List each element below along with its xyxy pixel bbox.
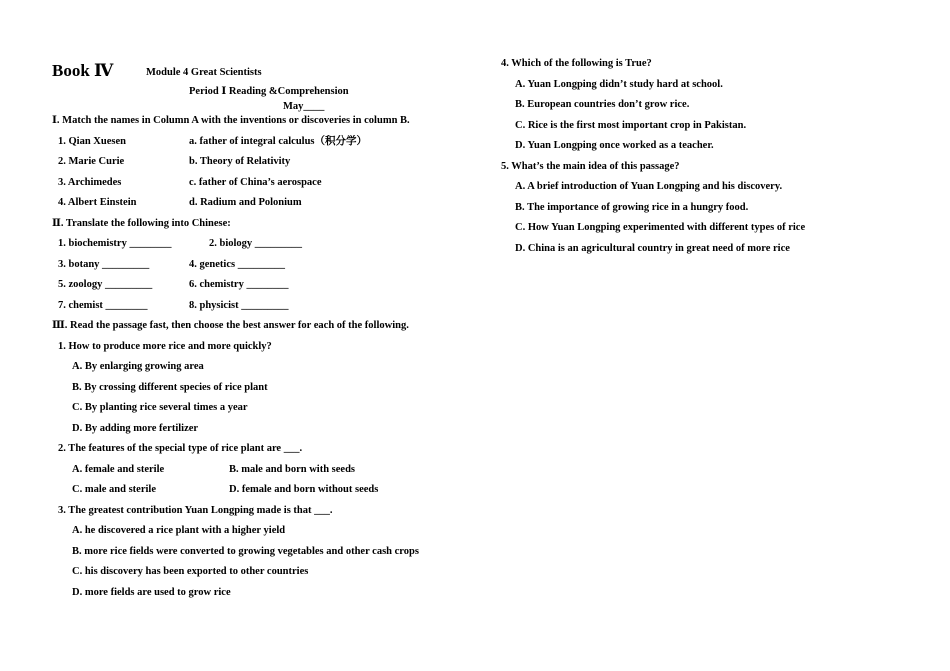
question-5: 5. What’s the main idea of this passage? — [501, 161, 680, 172]
question-4: 4. Which of the following is True? — [501, 58, 652, 69]
period-title: Period Ⅰ Reading &Comprehension — [189, 86, 349, 97]
match-name: 2. Marie Curie — [58, 156, 125, 167]
book-title: Book Ⅳ — [52, 61, 114, 80]
match-discovery: b. Theory of Relativity — [189, 156, 291, 167]
option: A. he discovered a rice plant with a higher yield — [72, 525, 286, 536]
option: A. A brief introduction of Yuan Longping and his discovery. — [515, 181, 783, 192]
section3-title: Ⅲ. Read the passage fast, then choose the best answer for each of the following. — [52, 320, 409, 331]
match-name: 4. Albert Einstein — [58, 197, 137, 208]
translate-item: 3. botany _________ — [58, 259, 150, 270]
translate-item: 4. genetics _________ — [189, 259, 285, 270]
match-discovery: d. Radium and Polonium — [189, 197, 302, 208]
option: C. Rice is the first most important crop in Pakistan. — [515, 120, 747, 131]
option: D. female and born without seeds — [229, 484, 379, 495]
option: A. female and sterile — [72, 464, 165, 475]
option: C. male and sterile — [72, 484, 156, 495]
option: C. How Yuan Longping experimented with different types of rice — [515, 222, 806, 233]
translate-item: 5. zoology _________ — [58, 279, 153, 290]
module-title: Module 4 Great Scientists — [146, 67, 262, 78]
option: A. By enlarging growing area — [72, 361, 204, 372]
option: D. China is an agricultural country in great need of more rice — [515, 243, 790, 254]
option: C. By planting rice several times a year — [72, 402, 248, 413]
section2-title: Ⅱ. Translate the following into Chinese: — [52, 218, 231, 229]
option: D. By adding more fertilizer — [72, 423, 199, 434]
option: B. male and born with seeds — [229, 464, 356, 475]
question-1: 1. How to produce more rice and more quickly? — [58, 341, 272, 352]
match-discovery: a. father of integral calculus（积分学） — [189, 136, 367, 147]
match-name: 1. Qian Xuesen — [58, 136, 126, 147]
option: B. By crossing different species of rice plant — [72, 382, 268, 393]
date-line: May____ — [283, 101, 325, 112]
option: C. his discovery has been exported to other countries — [72, 566, 309, 577]
match-name: 3. Archimedes — [58, 177, 122, 188]
option: B. more rice fields were converted to growing vegetables and other cash crops — [72, 546, 419, 557]
translate-item: 6. chemistry ________ — [189, 279, 289, 290]
translate-item: 2. biology _________ — [209, 238, 303, 249]
section1-title: Ⅰ. Match the names in Column A with the inventions or discoveries in column B. — [52, 115, 410, 126]
option: D. Yuan Longping once worked as a teacher. — [515, 140, 714, 151]
option: B. European countries don’t grow rice. — [515, 99, 690, 110]
option: B. The importance of growing rice in a hungry food. — [515, 202, 749, 213]
translate-item: 7. chemist ________ — [58, 300, 148, 311]
translate-item: 8. physicist _________ — [189, 300, 289, 311]
option: D. more fields are used to grow rice — [72, 587, 231, 598]
translate-item: 1. biochemistry ________ — [58, 238, 172, 249]
option: A. Yuan Longping didn’t study hard at school. — [515, 79, 723, 90]
question-3: 3. The greatest contribution Yuan Longping made is that ___. — [58, 505, 333, 516]
match-discovery: c. father of China’s aerospace — [189, 177, 322, 188]
question-2: 2. The features of the special type of rice plant are ___. — [58, 443, 303, 454]
